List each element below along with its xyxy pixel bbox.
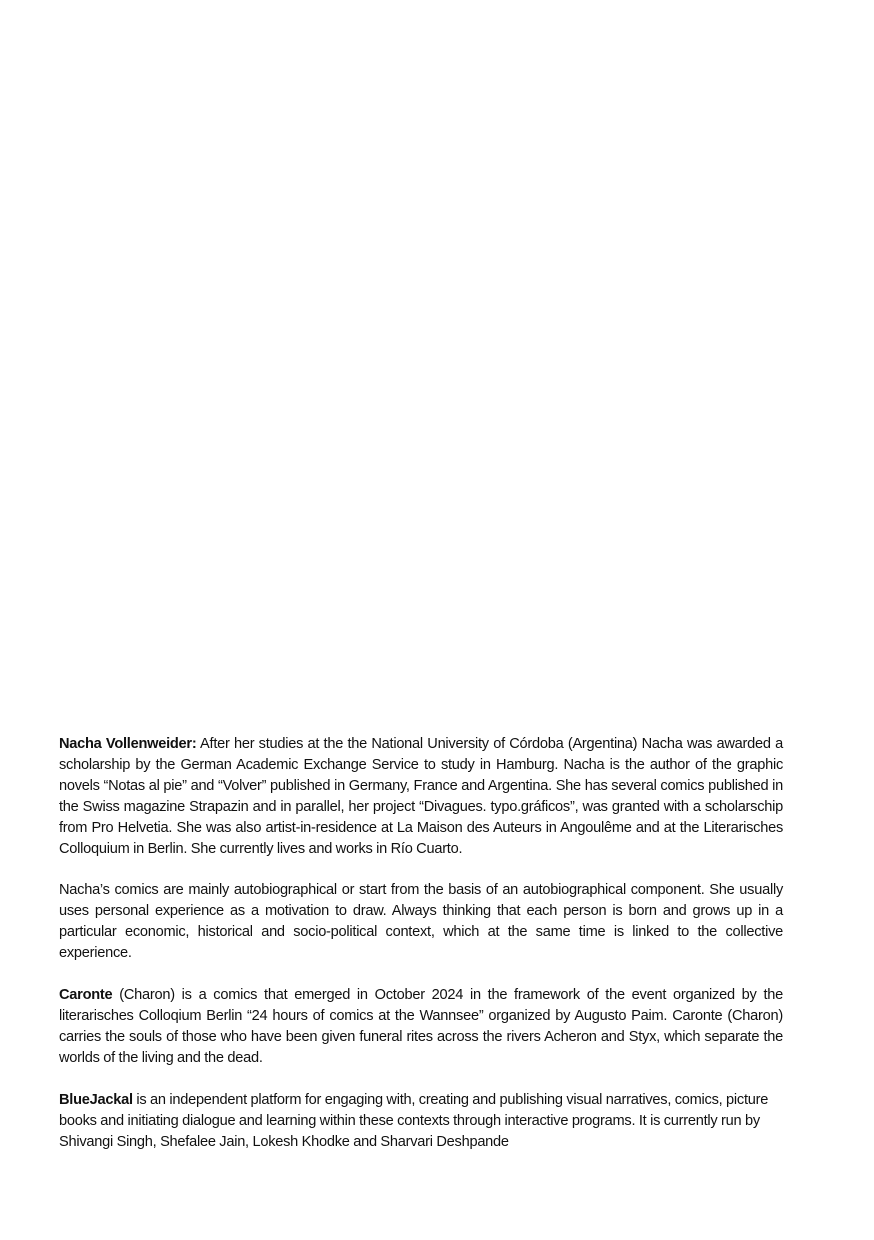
- bio-text-block: [59, 734, 783, 1152]
- bluejackal-text: is an independent platform for engaging with, creating and publishing visual narratives, comics, picture books and initiating dialogue and learning within these contexts through interactive programs. It is currently run by Shivangi Singh, Shefalee Jain, Lokesh Khodke and Sharvari Deshpande: [59, 1091, 769, 1150]
- author-bio-text: After her studies at the the National University of Córdoba (Argentina) Nacha was awarded a scholarship by the German Academic Exchange Service to study in Hamburg. Nacha is the author of the graphic novels “Notas al pie” and “Volver” published in Germany, France and Argentina. She has several comics published in the Swiss magazine Strapazin and in parallel, her project “Divagues. typo.gráficos”, was granted with a scholarschip from Pro Helvetia. She was also artist-in-residence at La Maison des Auteurs in Angoulême and at the Literarisches Colloquium in Berlin. She currently lives and works in Río Cuarto.: [59, 736, 783, 857]
- bluejackal-name: BlueJackal: [59, 1091, 133, 1108]
- paragraph-bluejackal: [59, 1090, 783, 1153]
- caronte-text: (Charon) is a comics that emerged in October 2024 in the framework of the event organized by the literarisches Colloqium Berlin “24 hours of comics at the Wannsee” organized by Augusto Paim. Caronte (Charon) carries the souls of those who have been given funeral rites across the rivers Acheron and Styx, which separate the worlds of the living and the dead.: [59, 987, 783, 1066]
- author-name: Nacha Vollenweider:: [59, 736, 197, 752]
- paragraph-author-bio: [59, 734, 783, 859]
- caronte-title: Caronte: [59, 987, 113, 1004]
- paragraph-caronte: [59, 985, 783, 1069]
- comics-style-text: Nacha’s comics are mainly autobiographical or start from the basis of an autobiographical component. She usually uses personal experience as a motivation to draw. Always thinking that each person is born and grows up in a particular economic, historical and socio-political context, which at the same time is linked to the collective experience.: [59, 882, 783, 962]
- paragraph-comics-style: [59, 880, 783, 964]
